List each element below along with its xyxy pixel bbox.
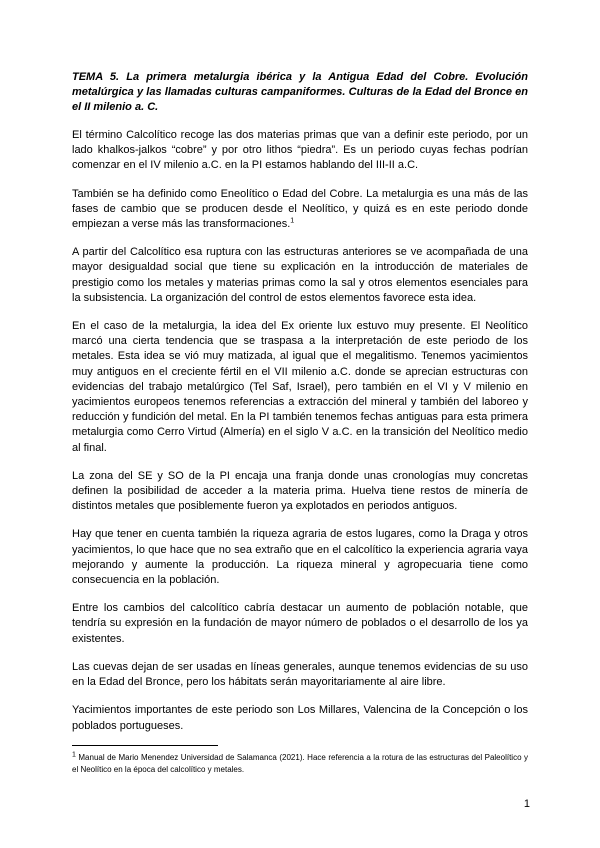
paragraph-ex-oriente-lux: En el caso de la metalurgia, la idea del Ex oriente lux estuvo muy presente. El Neolítico marcó una cierta tendencia que se traspasa a la interpretación de este periodo de los metales. Esta idea se vió muy matizada, al igual que el megalitismo. Tenemos yacimientos muy antiguos en el creciente fértil en el VII milenio a.C. donde se aprecian estructuras con evidencias del trabajo metalúrgico (Tel Saf, Israel), pero también en el VI y V milenio en yacimientos europeos tenemos referencias a extracción del mineral y también del laboreo y reducción y fundición del metal. En la PI también tenemos fechas antiguas para esta primera metalurgia como Cerro Virtud (Almería) en el siglo V a.C. en la transición del Neolítico medio al final.	[72, 320, 528, 454]
paragraph-riqueza-agraria: Hay que tener en cuenta también la riqueza agraria de estos lugares, como la Draga y otros yacimientos, lo que hace que no sea extraño que en el calcolítico la experiencia agraria vaya mejorando y aumente la producción. La riqueza mineral y agropecuaria tiene como consecuencia en la población.	[72, 528, 528, 587]
page-number: 1	[523, 798, 530, 810]
paragraph-cuevas: Las cuevas dejan de ser usadas en líneas generales, aunque tenemos evidencias de su uso en la Edad del Bronce, pero los hábitats serán mayoritariamente al aire libre.	[72, 660, 528, 689]
paragraph-eneolitico	[72, 187, 528, 233]
footnote-separator	[72, 745, 218, 746]
footnote-reference[interactable]: 1	[290, 217, 295, 225]
paragraph-aumento-poblacion: Entre los cambios del calcolítico cabría destacar un aumento de población notable, que tendría su expresión en la fundación de mayor número de poblados o el desarrollo de los ya existentes.	[72, 602, 528, 645]
paragraph-zona-se-so: La zona del SE y SO de la PI encaja una franja donde unas cronologías muy concretas definen la posibilidad de acceder a la materia prima. Huelva tiene restos de minería de distintos metales que posiblemente fueron ya explotados en periodos antiguos.	[72, 469, 528, 513]
footnote-text: Manual de Mario Menendez Universidad de Salamanca (2021). Hace referencia a la rotura de las estructuras del Paleolítico y el Neolítico en la época del calcolítico y metales.	[72, 753, 529, 774]
page-body	[72, 70, 528, 747]
paragraph-calcolitico: El término Calcolítico recoge las dos materias primas que van a definir este periodo, por un lado khalkos-jalkos “cobre” y por otro lithos “piedra”. Es un periodo cuyas fechas podrían comenzar en el IV milenio a.C. en la PI estamos hablando del III-II a.C.	[72, 129, 528, 172]
paragraph-desigualdad-social: A partir del Calcolítico esa ruptura con las estructuras anteriores se ve acompañada de una mayor desigualdad social que tiene su explicación en la introducción de materiales de prestigio como los metales y materias primas como la sal y otros elementos esenciales para la subsistencia. La organización del control de estos elementos favorece esta idea.	[72, 246, 528, 304]
footnote-number: 1	[72, 751, 76, 759]
document-title: TEMA 5. La primera metalurgia ibérica y la Antigua Edad del Cobre. Evolución metalúrgica y las llamadas culturas campaniformes. Culturas de la Edad del Bronce en el II milenio a. C.	[72, 71, 528, 113]
footnote	[72, 752, 528, 776]
paragraph-eneolitico-text: También se ha definido como Eneolítico o Edad del Cobre. La metalurgia es una más de las fases de cambio que se producen desde el Neolítico, y quizá es en este periodo donde empiezan a verse más las transformaciones.	[72, 187, 528, 231]
paragraph-yacimientos: Yacimientos importantes de este periodo son Los Millares, Valencina de la Concepción o los poblados portugueses.	[72, 704, 528, 732]
